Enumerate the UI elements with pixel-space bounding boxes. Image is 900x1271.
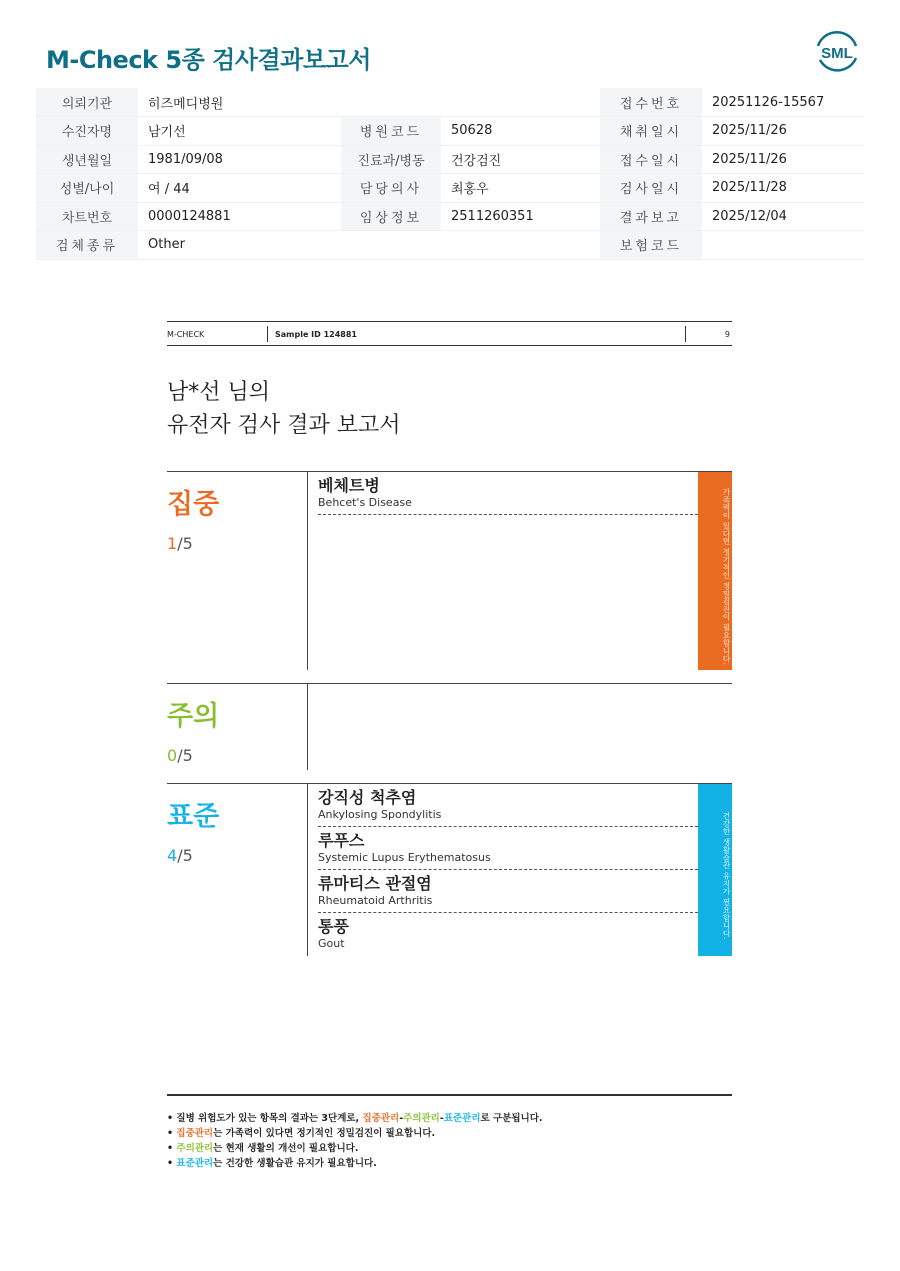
value-hospital-code: 50628 bbox=[441, 117, 600, 146]
caution-count-value: 0 bbox=[167, 746, 178, 765]
label-birth-date: 생년월일 bbox=[36, 145, 138, 174]
disease-name-en: Systemic Lupus Erythematosus bbox=[318, 851, 491, 864]
sml-logo bbox=[812, 28, 862, 76]
label-doctor: 담당의사 bbox=[341, 174, 441, 203]
list-item bbox=[318, 870, 698, 913]
note-text: 는 현재 생활의 개선이 필요합니다. bbox=[213, 1143, 359, 1154]
list-item bbox=[318, 913, 698, 956]
section-standard-count bbox=[167, 846, 193, 865]
value-patient-name: 남기선 bbox=[138, 117, 341, 146]
list-item bbox=[318, 827, 698, 870]
standard-side-banner: 건강한 생활습관 유지가 필요합니다. bbox=[698, 784, 732, 956]
label-patient-name: 수진자명 bbox=[36, 117, 138, 146]
disease-name-ko: 강직성 척추염 bbox=[318, 788, 417, 807]
report-page-header bbox=[167, 321, 732, 346]
section-standard-items bbox=[318, 784, 698, 956]
standard-count-value: 4 bbox=[167, 846, 178, 865]
disease-name-en: Behcet's Disease bbox=[318, 496, 412, 509]
disease-name-ko: 루푸스 bbox=[318, 831, 365, 850]
label-chart-number: 차트번호 bbox=[36, 202, 138, 231]
disease-name-en: Gout bbox=[318, 937, 345, 950]
note-dash: - bbox=[399, 1113, 404, 1124]
label-hospital-code: 병원코드 bbox=[341, 117, 441, 146]
note-text: 질병 위험도가 있는 항목의 결과는 3단계로, bbox=[176, 1113, 363, 1124]
caution-count-total: /5 bbox=[177, 746, 193, 765]
section-focus-summary bbox=[167, 472, 308, 670]
note-text: 로 구분됩니다. bbox=[480, 1113, 543, 1124]
note-3 bbox=[167, 1141, 543, 1156]
report-brand: M-CHECK bbox=[167, 330, 205, 339]
value-insurance-code bbox=[702, 231, 864, 260]
section-caution-count bbox=[167, 746, 193, 765]
note-text: 는 가족력이 있다면 정기적인 정밀검진이 필요합니다. bbox=[213, 1128, 436, 1139]
info-row bbox=[36, 117, 864, 146]
value-receipt-date: 2025/11/26 bbox=[702, 145, 864, 174]
document-title: M-Check 5종 검사결과보고서 bbox=[46, 46, 371, 74]
list-item bbox=[318, 472, 698, 515]
logo-text: SML bbox=[821, 45, 853, 62]
label-collection-date: 채취일시 bbox=[600, 117, 702, 146]
sample-id: Sample ID 124881 bbox=[275, 330, 357, 339]
focus-count-total: /5 bbox=[177, 534, 193, 553]
divider bbox=[685, 326, 686, 342]
divider bbox=[267, 326, 268, 342]
section-focus bbox=[167, 471, 732, 670]
section-caution bbox=[167, 683, 732, 770]
value-result-report-date: 2025/12/04 bbox=[702, 202, 864, 231]
label-department: 진료과/병동 bbox=[341, 145, 441, 174]
list-item bbox=[318, 784, 698, 827]
value-test-date: 2025/11/28 bbox=[702, 174, 864, 203]
label-insurance-code: 보험코드 bbox=[600, 231, 702, 260]
value-specimen-type: Other bbox=[138, 231, 600, 260]
note-standard-label: 표준관리 bbox=[176, 1158, 214, 1169]
note-4 bbox=[167, 1156, 543, 1171]
label-specimen-type: 검체종류 bbox=[36, 231, 138, 260]
note-caution-label: 주의관리 bbox=[176, 1143, 214, 1154]
disease-name-ko: 베체트병 bbox=[318, 476, 380, 495]
section-focus-count bbox=[167, 534, 193, 553]
value-requesting-institution: 히즈메디병원 bbox=[138, 88, 600, 117]
value-clinical-info: 2511260351 bbox=[441, 202, 600, 231]
section-focus-title: 집중 bbox=[167, 489, 220, 520]
report-title-line2: 유전자 검사 결과 보고서 bbox=[167, 413, 401, 438]
section-focus-items bbox=[318, 472, 698, 515]
info-row bbox=[36, 231, 864, 260]
value-department: 건강검진 bbox=[441, 145, 600, 174]
footnotes bbox=[167, 1111, 543, 1171]
label-test-date: 검사일시 bbox=[600, 174, 702, 203]
notes-divider bbox=[167, 1094, 732, 1096]
note-standard-label: 표준관리 bbox=[443, 1113, 481, 1124]
value-birth-date: 1981/09/08 bbox=[138, 145, 341, 174]
section-caution-title: 주의 bbox=[167, 701, 220, 732]
standard-count-total: /5 bbox=[177, 846, 193, 865]
value-collection-date: 2025/11/26 bbox=[702, 117, 864, 146]
note-2 bbox=[167, 1126, 543, 1141]
section-standard-summary bbox=[167, 784, 308, 956]
section-standard-title: 표준 bbox=[167, 801, 220, 832]
value-doctor: 최홍우 bbox=[441, 174, 600, 203]
label-requesting-institution: 의뢰기관 bbox=[36, 88, 138, 117]
label-receipt-date: 접수일시 bbox=[600, 145, 702, 174]
section-caution-summary bbox=[167, 684, 308, 770]
value-sex-age: 여 / 44 bbox=[138, 174, 341, 203]
info-row bbox=[36, 202, 864, 231]
disease-name-ko: 류마티스 관절염 bbox=[318, 874, 432, 893]
note-caution-label: 주의관리 bbox=[403, 1113, 440, 1124]
note-dash: - bbox=[439, 1113, 444, 1124]
disease-name-ko: 통풍 bbox=[318, 917, 349, 936]
focus-side-banner: 가족력이 있다면 정기적인 정밀검진이 필요합니다. bbox=[698, 472, 732, 670]
value-receipt-number: 20251126-15567 bbox=[702, 88, 864, 117]
patient-info-table bbox=[36, 88, 864, 260]
section-standard bbox=[167, 783, 732, 956]
value-chart-number: 0000124881 bbox=[138, 202, 341, 231]
label-result-report-date: 결과보고 bbox=[600, 202, 702, 231]
note-focus-label: 집중관리 bbox=[176, 1128, 214, 1139]
disease-name-en: Ankylosing Spondylitis bbox=[318, 808, 442, 821]
focus-count-value: 1 bbox=[167, 534, 178, 553]
info-row bbox=[36, 88, 864, 117]
note-text: 는 건강한 생활습관 유지가 필요합니다. bbox=[213, 1158, 377, 1169]
info-row bbox=[36, 174, 864, 203]
note-1 bbox=[167, 1111, 543, 1126]
disease-name-en: Rheumatoid Arthritis bbox=[318, 894, 433, 907]
note-focus-label: 집중관리 bbox=[362, 1113, 400, 1124]
report-title bbox=[167, 376, 401, 442]
label-sex-age: 성별/나이 bbox=[36, 174, 138, 203]
info-row bbox=[36, 145, 864, 174]
report-title-line1: 남*선 님의 bbox=[167, 380, 271, 405]
label-receipt-number: 접수번호 bbox=[600, 88, 702, 117]
page-number: 9 bbox=[724, 330, 730, 339]
label-clinical-info: 임상정보 bbox=[341, 202, 441, 231]
